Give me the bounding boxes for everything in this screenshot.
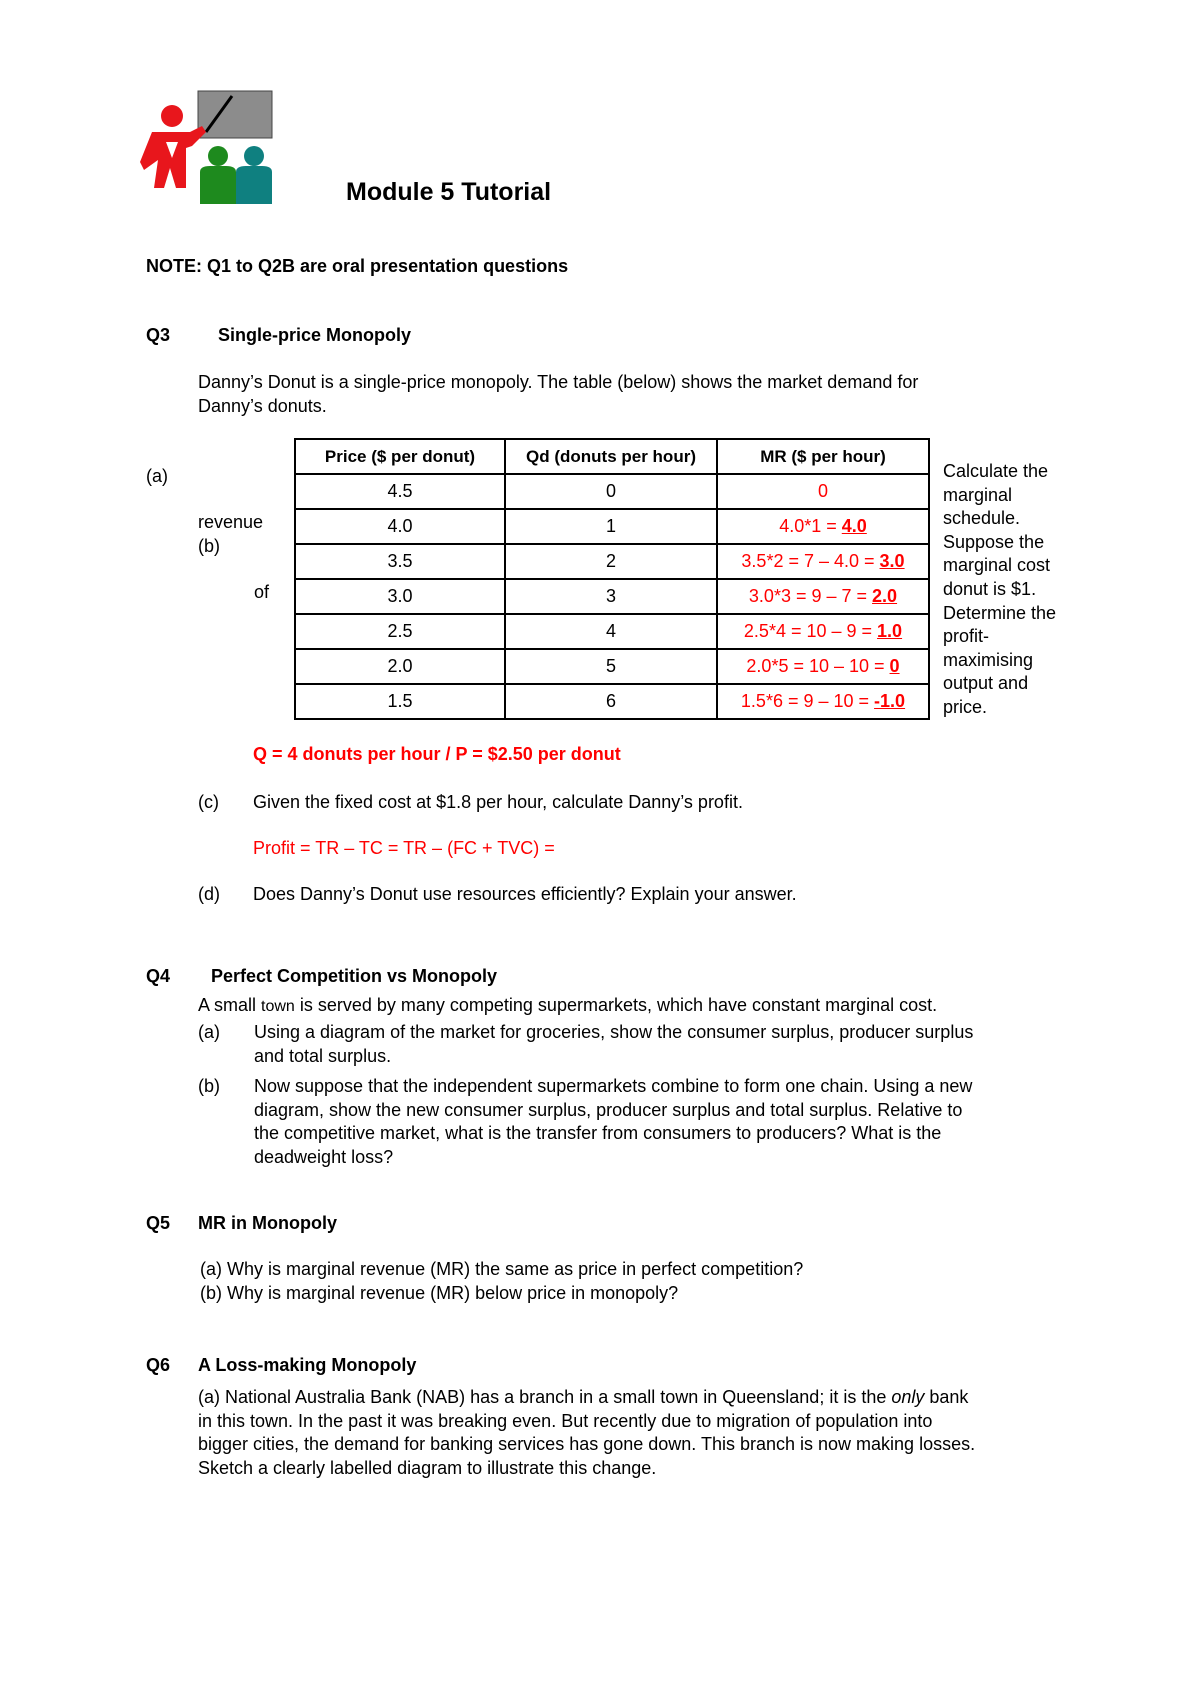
q4-intro-end: is served by many competing supermarkets, which have constant marginal cost. (294, 995, 938, 1015)
header-qd: Qd (donuts per hour) (505, 439, 717, 474)
mr-calc: 2.0*5 = 10 – 10 = (746, 656, 890, 676)
side-line: schedule. (943, 508, 1021, 529)
side-line: donut is $1. (943, 578, 1037, 599)
q6-line1-end: bank (924, 1387, 969, 1407)
q6-number: Q6 (146, 1355, 171, 1375)
q3-d-label: (d) (198, 884, 220, 904)
q6-line: in this town. In the past it was breaking even. But recently due to migration of population into (198, 1410, 933, 1431)
qd-cell: 2 (505, 544, 717, 579)
q4-intro-town: town (261, 998, 295, 1015)
q4-b-line: diagram, show the new consumer surplus, producer surplus and total surplus. Relative to (254, 1099, 963, 1120)
q3-intro-line1: Danny’s Donut is a single-price monopoly. The table (below) shows the market demand for (198, 372, 919, 392)
q3-d-text: Does Danny’s Donut use resources efficiently? Explain your answer. (253, 884, 797, 904)
q4-number: Q4 (146, 966, 171, 986)
q6-line: bigger cities, the demand for banking services has gone down. This branch is now making losses. (198, 1434, 976, 1454)
demand-table (294, 438, 930, 720)
side-line: maximising (943, 649, 1034, 670)
mr-calc: 3.0*3 = 9 – 7 = (748, 586, 873, 606)
mr-cell (717, 509, 929, 544)
mr-value: -1.0 (874, 691, 906, 711)
q5-a: (a) Why is marginal revenue (MR) the same as price in perfect competition? (200, 1259, 804, 1279)
mr-cell (717, 614, 929, 649)
qd-cell: 4 (505, 614, 717, 649)
q4-intro-start: A small (198, 995, 262, 1015)
mr-calc: 1.5*6 = 9 – 10 = (740, 691, 875, 711)
table-row (295, 614, 929, 649)
q3-of-fragment: of (254, 582, 270, 602)
q4-a (198, 1021, 973, 1068)
q4-heading: Perfect Competition vs Monopoly (211, 966, 498, 986)
q4-b (198, 1075, 972, 1169)
q5-heading: MR in Monopoly (198, 1213, 337, 1233)
table-row (295, 684, 929, 719)
mr-calc: 2.5*4 = 10 – 9 = (743, 621, 878, 641)
presenter-icon (140, 88, 275, 206)
mr-cell (717, 579, 929, 614)
side-line: profit- (943, 626, 990, 647)
q3-c-answer: Profit = TR – TC = TR – (FC + TVC) = (253, 838, 555, 858)
mr-cell (717, 474, 929, 509)
q6-line (198, 1386, 975, 1410)
q4-b-line: the competitive market, what is the transfer from consumers to producers? What is the (254, 1123, 942, 1143)
q3-intro-line2: Danny’s donuts. (198, 395, 327, 416)
mr-value: 2.0 (872, 586, 898, 606)
q3-b-answer: Q = 4 donuts per hour / P = $2.50 per donut (253, 744, 621, 764)
note: NOTE: Q1 to Q2B are oral presentation questions (146, 256, 569, 276)
q3-b-label: (b) (198, 536, 220, 556)
mr-calc: 3.5*2 = 7 – 4.0 = (741, 551, 880, 571)
q4-a-label: (a) (198, 1022, 220, 1042)
q4-b-label: (b) (198, 1076, 220, 1096)
mr-cell (717, 684, 929, 719)
qd-cell: 1 (505, 509, 717, 544)
side-line: Calculate the (943, 461, 1049, 481)
mr-value: 0 (817, 481, 828, 501)
mr-cell (717, 544, 929, 579)
q4-b-text (254, 1075, 972, 1169)
price-cell: 3.0 (295, 579, 505, 614)
q3-c-label: (c) (198, 792, 219, 812)
side-line: marginal (943, 484, 1013, 505)
mr-value: 1.0 (877, 621, 903, 641)
price-cell: 2.5 (295, 614, 505, 649)
q4-intro (198, 995, 937, 1016)
page-title: Module 5 Tutorial (346, 178, 552, 206)
price-cell: 2.0 (295, 649, 505, 684)
header-price: Price ($ per donut) (295, 439, 505, 474)
q6-line1-start: (a) National Australia Bank (NAB) has a branch in a small town in Queensland; it is the (198, 1387, 892, 1407)
q6-emphasis-only: only (891, 1387, 925, 1407)
mr-value: 0 (889, 656, 900, 676)
q3-number: Q3 (146, 325, 171, 345)
qd-cell: 3 (505, 579, 717, 614)
q4-a-line: Using a diagram of the market for groceries, show the consumer surplus, producer surplus (254, 1022, 974, 1042)
side-line: marginal cost (943, 555, 1051, 576)
mr-value: 4.0 (841, 516, 867, 536)
q3-a-label: (a) (146, 466, 168, 486)
q3-c-text: Given the fixed cost at $1.8 per hour, calculate Danny’s profit. (253, 792, 743, 812)
q4-a-line: and total surplus. (254, 1045, 392, 1066)
q4-b-line: Now suppose that the independent supermarkets combine to form one chain. Using a new (254, 1076, 973, 1096)
q4-a-text (254, 1021, 973, 1068)
table-row (295, 579, 929, 614)
table-header-row (295, 439, 929, 474)
q6-line: Sketch a clearly labelled diagram to illustrate this change. (198, 1457, 657, 1478)
table-row (295, 544, 929, 579)
price-cell: 3.5 (295, 544, 505, 579)
price-cell: 1.5 (295, 684, 505, 719)
price-cell: 4.0 (295, 509, 505, 544)
q5-number: Q5 (146, 1213, 171, 1233)
table-row (295, 474, 929, 509)
q6-paragraph (198, 1386, 975, 1480)
q3-side-text (943, 460, 1083, 720)
mr-value: 3.0 (879, 551, 905, 571)
q6-heading: A Loss-making Monopoly (198, 1355, 417, 1375)
price-cell: 4.5 (295, 474, 505, 509)
qd-cell: 0 (505, 474, 717, 509)
table-row (295, 649, 929, 684)
table-row (295, 509, 929, 544)
q3-intro (198, 371, 918, 418)
qd-cell: 5 (505, 649, 717, 684)
q4-b-line: deadweight loss? (254, 1146, 394, 1167)
mr-cell (717, 649, 929, 684)
side-line: output and (943, 673, 1029, 694)
side-line: Suppose the (943, 531, 1045, 552)
q5-b: (b) Why is marginal revenue (MR) below price in monopoly? (200, 1283, 679, 1303)
header-mr: MR ($ per hour) (717, 439, 929, 474)
side-line: Determine the (943, 602, 1057, 623)
side-line: price. (943, 696, 988, 717)
mr-calc: 4.0*1 = (779, 516, 842, 536)
qd-cell: 6 (505, 684, 717, 719)
q3-heading: Single-price Monopoly (218, 325, 412, 345)
q3-revenue-fragment: revenue (198, 512, 264, 532)
